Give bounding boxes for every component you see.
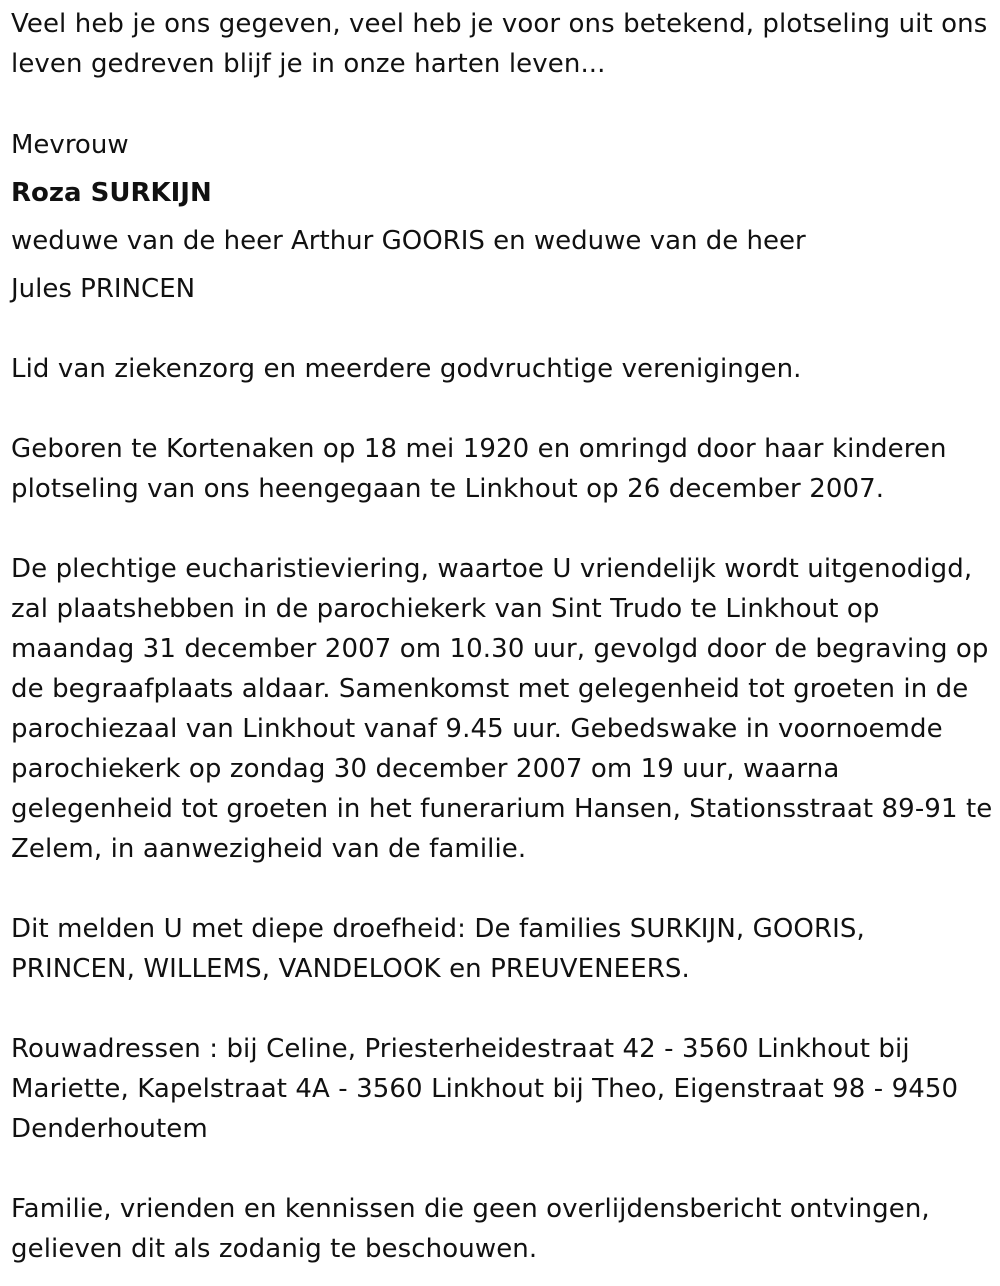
announcement-text: Dit melden U met diepe droefheid: De families SURKIJN, GOORIS, PRINCEN, WILLEMS, VANDELOOK en PREUVENEERS. — [11, 914, 865, 984]
ceremony-text: De plechtige eucharistieviering, waartoe U vriendelijk wordt uitgenodigd, zal plaatshebben in de parochiekerk van Sint Trudo te Linkhout op maandag 31 december 2007 om 10.30 uur, gevolgd door de begraving op de begraafplaats aldaar. Samenkomst met gelegenheid tot groeten in de parochiezaal van Linkhout vanaf 9.45 uur. Gebedswake in voornoemde parochiekerk op zondag 30 december 2007 om 19 uur, waarna gelegenheid tot groeten in het funerarium Hansen, Stationsstraat 89-91 te Zelem, in aanwezigheid van de familie. — [11, 554, 993, 864]
intro-verse: Veel heb je ons gegeven, veel heb je voor ons betekend, plotseling uit ons leven gedreven blijf je in onze harten leven... — [11, 9, 988, 79]
honorific: Mevrouw — [11, 130, 129, 160]
birth-death-text: Geboren te Kortenaken op 18 mei 1920 en omringd door haar kinderen plotseling van ons heengegaan te Linkhout op 26 december 2007. — [11, 434, 947, 504]
widow-line-1: weduwe van de heer Arthur GOORIS en weduwe van de heer — [11, 226, 806, 256]
widow-line-2: Jules PRINCEN — [11, 274, 196, 304]
membership-text: Lid van ziekenzorg en meerdere godvruchtige verenigingen. — [11, 354, 802, 384]
closing-text: Familie, vrienden en kennissen die geen overlijdensbericht ontvingen, gelieven dit als zodanig te beschouwen. — [11, 1194, 930, 1264]
deceased-name: Roza SURKIJN — [11, 178, 212, 208]
addresses-text: Rouwadressen : bij Celine, Priesterheidestraat 42 - 3560 Linkhout bij Mariette, Kapelstraat 4A - 3560 Linkhout bij Theo, Eigenstraat 98 - 9450 Denderhoutem — [11, 1034, 959, 1144]
